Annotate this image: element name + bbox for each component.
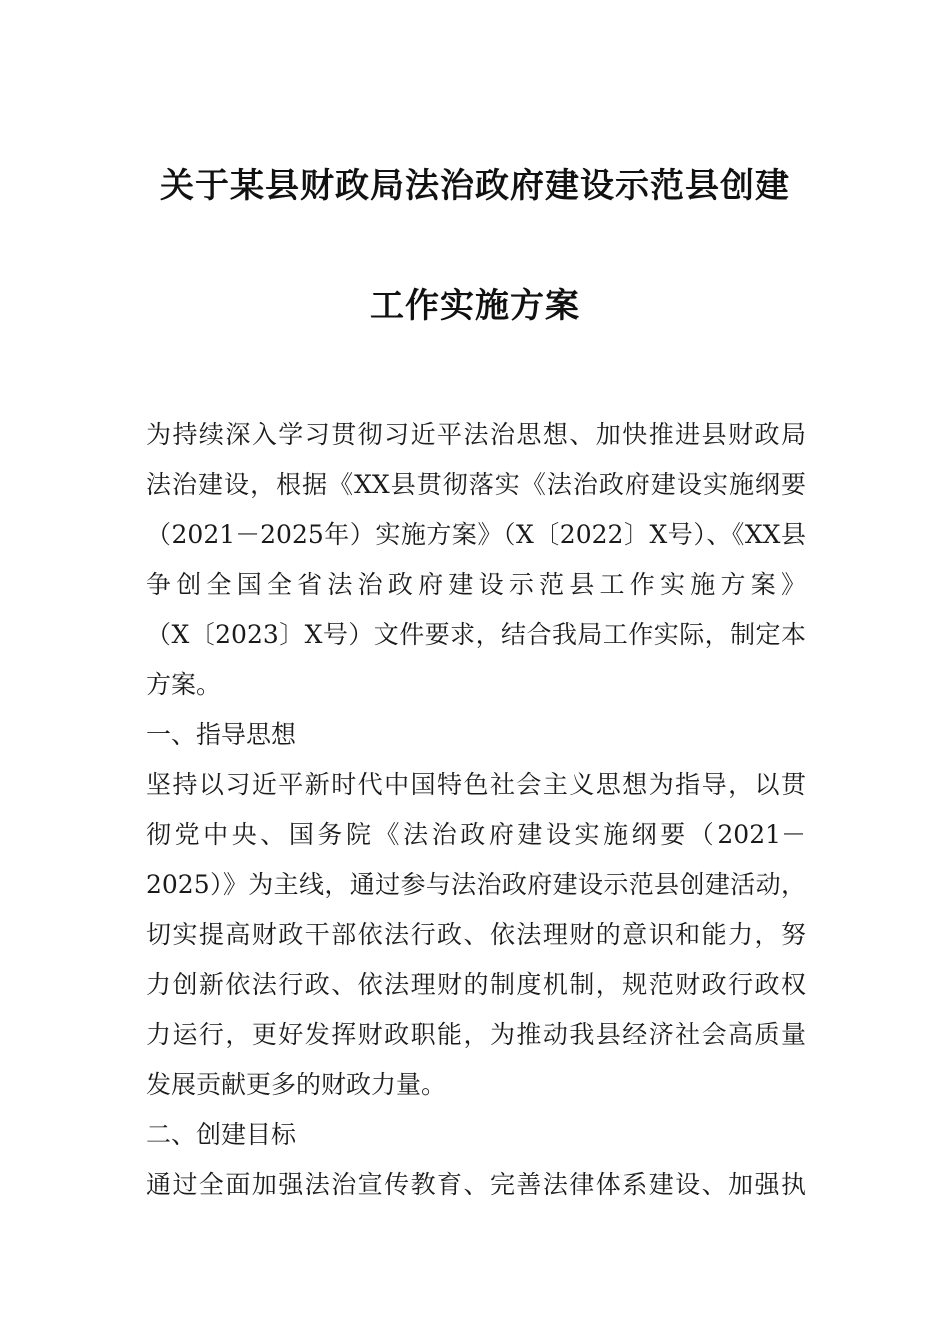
paragraph-1-line-1: 为持续深入学习贯彻习近平法治思想、加快推进县财政局: [146, 420, 806, 449]
paragraph-3-line-1: 通过全面加强法治宣传教育、完善法律体系建设、加强执: [146, 1170, 806, 1199]
paragraph-1-line-5: （X〔2023〕X号）文件要求，结合我局工作实际，制定本: [146, 620, 806, 649]
document-title-line-2: 工作实施方案: [370, 286, 580, 326]
paragraph-2-line-2: 彻党中央、国务院《法治政府建设实施纲要（2021－: [146, 820, 806, 849]
paragraph-2-line-7: 发展贡献更多的财政力量。: [146, 1070, 447, 1099]
paragraph-1-line-4: 争创全国全省法治政府建设示范县工作实施方案》: [146, 570, 806, 599]
paragraph-2-line-1: 坚持以习近平新时代中国特色社会主义思想为指导，以贯: [146, 770, 806, 799]
document-title-line-1: 关于某县财政局法治政府建设示范县创建: [160, 166, 790, 206]
document-body: [146, 410, 806, 1210]
paragraph-2-line-5: 力创新依法行政、依法理财的制度机制，规范财政行政权: [146, 970, 806, 999]
paragraph-2-line-6: 力运行，更好发挥财政职能，为推动我县经济社会高质量: [146, 1020, 806, 1049]
paragraph-2-line-4: 切实提高财政干部依法行政、依法理财的意识和能力，努: [146, 920, 806, 949]
paragraph-1-line-2: 法治建设，根据《XX县贯彻落实《法治政府建设实施纲要: [146, 470, 806, 499]
paragraph-1-line-3: （2021－2025年）实施方案》（X〔2022〕X号）、《XX县: [146, 520, 806, 549]
section-heading-1: 一、指导思想: [146, 720, 297, 749]
section-heading-2: 二、创建目标: [146, 1120, 297, 1149]
paragraph-2-line-3: 2025）》为主线，通过参与法治政府建设示范县创建活动，: [146, 870, 806, 899]
paragraph-1-line-6: 方案。: [146, 670, 222, 699]
